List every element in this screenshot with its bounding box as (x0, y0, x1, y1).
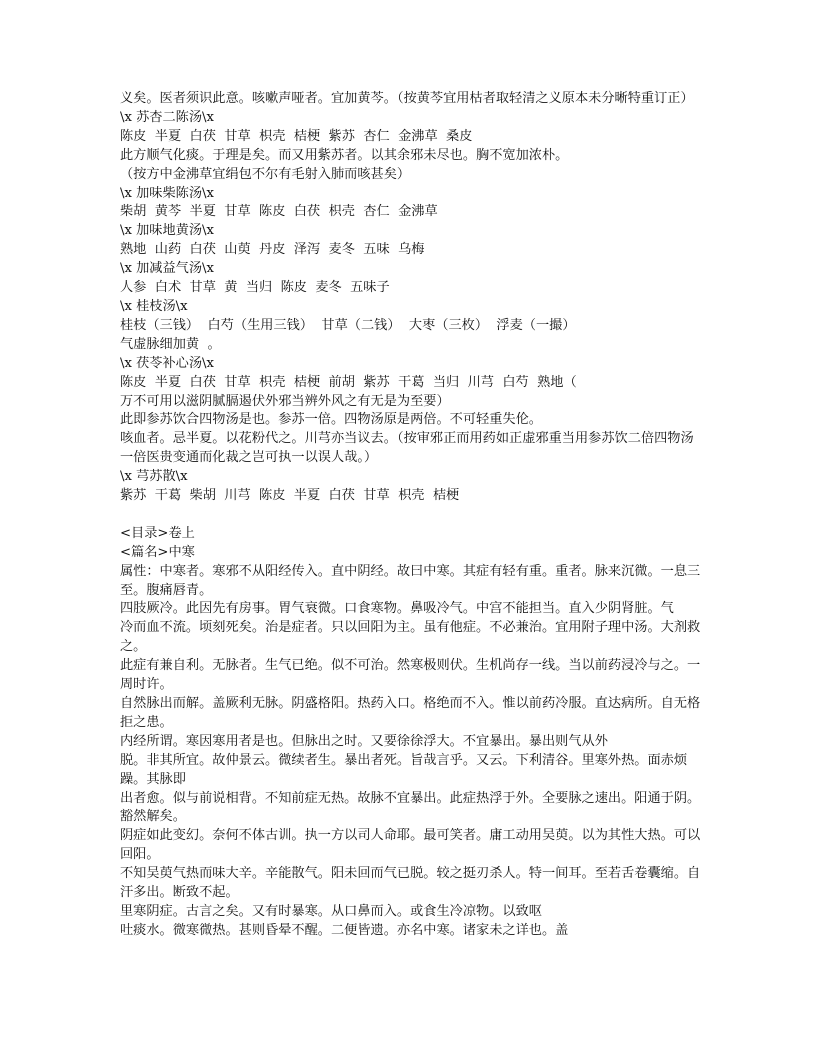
formula-heading: \x 加减益气汤\x (120, 261, 214, 277)
formula-heading: \x 加味地黄汤\x (120, 223, 214, 239)
text-line: 万不可用以滋阴腻膈遏伏外邪当辨外风之有无是为至要） (120, 393, 450, 409)
text-line: 脱。非其所宜。故仲景云。微续者生。暴出者死。旨哉言乎。又云。下利清谷。里寒外热。面赤烦躁。其脉即 (120, 752, 688, 787)
text-line: 自然脉出而解。盖厥利无脉。阴盛格阳。热药入口。格绝而不入。惟以前药冷服。直达病所。自无格拒之患。 (120, 695, 701, 730)
text-line: 里寒阴症。古言之矣。又有时暴寒。从口鼻而入。或食生冷凉物。以致呕 (120, 903, 542, 919)
formula-heading: \x 苏杏二陈汤\x (120, 109, 214, 125)
chapter-title: <篇名>中寒 (120, 544, 195, 560)
ingredient-list: 紫苏 干葛 柴胡 川芎 陈皮 半夏 白茯 甘草 枳壳 桔梗 (120, 488, 460, 504)
catalog-label: <目录>卷上 (120, 525, 195, 541)
ingredient-list: 陈皮 半夏 白茯 甘草 枳壳 桔梗 前胡 紫苏 干葛 当归 川芎 白芍 熟地（ (120, 374, 577, 390)
text-line: 吐痰水。微寒微热。甚则昏晕不醒。二便皆遗。亦名中寒。诸家未之详也。盖 (120, 922, 569, 938)
formula-heading: \x 桂枝汤\x (120, 298, 188, 314)
text-line: 此方顺气化痰。于理是矣。而又用紫苏者。以其余邪未尽也。胸不宽加浓朴。 (120, 147, 569, 163)
ingredient-list: 陈皮 半夏 白茯 甘草 枳壳 桔梗 紫苏 杏仁 金沸草 桑皮 (120, 128, 473, 144)
blank-line (120, 506, 705, 525)
text-line: 咳血者。忌半夏。以花粉代之。川芎亦当议去。（按审邪正而用药如正虚邪重当用参苏饮二倍四物汤一倍医贵变通而化裁之岂可执一以误人哉。） (120, 431, 694, 466)
text-line: 出者愈。似与前说相背。不知前症无热。故脉不宜暴出。此症热浮于外。全要脉之速出。阳通于阴。豁然解矣。 (120, 790, 701, 825)
formula-heading: \x 茯苓补心汤\x (120, 355, 214, 371)
text-line: 气虚脉细加黄 。 (120, 336, 221, 352)
ingredient-list: 柴胡 黄芩 半夏 甘草 陈皮 白茯 枳壳 杏仁 金沸草 (120, 204, 438, 220)
text-line: 属性：中寒者。寒邪不从阳经传入。直中阴经。故曰中寒。其症有轻有重。重者。脉来沉微。一息三至。腹痛唇青。 (120, 563, 701, 598)
ingredient-list: 桂枝（三钱） 白芍（生用三钱） 甘草（二钱） 大枣（三枚） 浮麦（一撮） (120, 317, 576, 333)
formula-heading: \x 加味柴陈汤\x (120, 185, 214, 201)
text-line: 四肢厥冷。此因先有房事。胃气衰微。口食寒物。鼻吸冷气。中宫不能担当。直入少阴肾脏。气 (120, 601, 674, 617)
text-line: （按方中金沸草宜绢包不尔有毛射入肺而咳甚矣） (120, 166, 411, 182)
formula-heading: \x 芎苏散\x (120, 469, 188, 485)
text-line: 此症有兼自利。无脉者。生气已绝。似不可治。然寒极则伏。生机尚存一线。当以前药浸冷与之。一周时许。 (120, 658, 701, 693)
text-line: 此即参苏饮合四物汤是也。参苏一倍。四物汤原是两倍。不可轻重失伦。 (120, 412, 542, 428)
ingredient-list: 熟地 山药 白茯 山萸 丹皮 泽泻 麦冬 五味 乌梅 (120, 242, 425, 258)
text-line: 阴症如此变幻。奈何不体古训。执一方以司人命耶。最可笑者。庸工动用吴萸。以为其性大热。可以回阳。 (120, 828, 701, 863)
text-line: 冷而血不流。顷刻死矣。治是症者。只以回阳为主。虽有他症。不必兼治。宜用附子理中汤。大剂救之。 (120, 620, 701, 655)
document-page (120, 90, 705, 941)
text-line: 不知吴萸气热而味大辛。辛能散气。阳未回而气已脱。较之挺刃杀人。特一间耳。至若舌卷囊缩。自汗多出。断致不起。 (120, 866, 701, 901)
text-line: 内经所谓。寒因寒用者是也。但脉出之时。又要徐徐浮大。不宜暴出。暴出则气从外 (120, 733, 608, 749)
ingredient-list: 人参 白术 甘草 黄 当归 陈皮 麦冬 五味子 (120, 280, 390, 296)
text-line: 义矣。医者须识此意。咳嗽声哑者。宜加黄芩。（按黄芩宜用枯者取轻清之义原本未分晰特重订正） (120, 91, 694, 106)
